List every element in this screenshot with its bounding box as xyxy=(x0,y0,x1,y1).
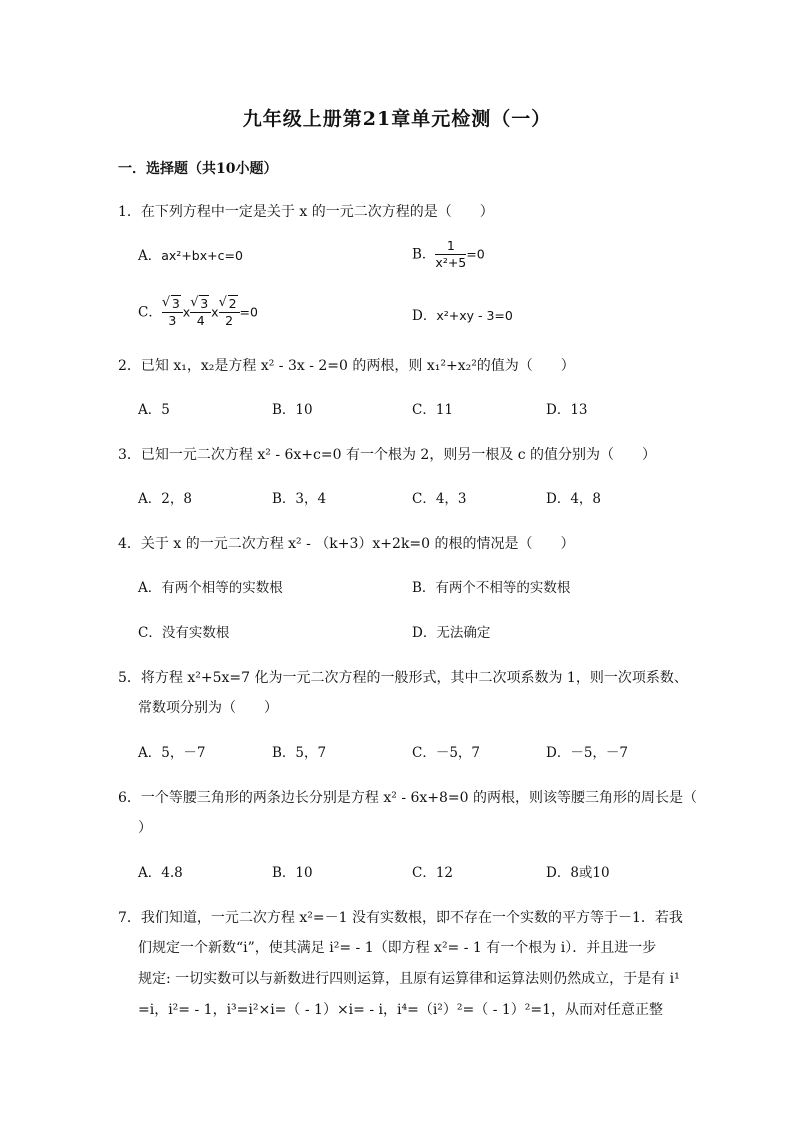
variable: x xyxy=(211,304,219,320)
question-3-stem: 3．已知一元二次方程 x² - 6x+c=0 有一个根为 2，则另一根及 c 的值分别为（ ） xyxy=(118,447,657,463)
option-label: B． xyxy=(412,246,436,263)
q3-option-a: A．2，8 xyxy=(138,491,192,507)
question-6-stem-line2: ） xyxy=(138,820,152,836)
q1-option-a xyxy=(138,246,243,266)
sqrt-sign xyxy=(221,296,238,312)
section-heading: 一．选择题（共10小题） xyxy=(118,161,278,177)
radicand: 3 xyxy=(171,296,180,311)
option-expression: x²+xy - 3=0 xyxy=(436,308,513,323)
question-7-line2: 们规定一个新数“i”，使其满足 i²= - 1（即方程 x²= - 1 有一个根为 i）．并且进一步 xyxy=(138,940,657,956)
fraction xyxy=(190,296,211,329)
fraction xyxy=(219,296,240,329)
fraction-numerator xyxy=(219,296,240,313)
q2-option-a: A．5 xyxy=(138,402,170,418)
q5-option-d: D．－5，－7 xyxy=(546,745,629,761)
fraction-numerator xyxy=(190,296,211,313)
question-5-stem-line2: 常数项分别为（ ） xyxy=(138,700,278,716)
q6-option-b: B．10 xyxy=(272,865,313,881)
question-6-stem-line1: 6．一个等腰三角形的两条边长分别是方程 x² - 6x+8=0 的两根，则该等腰三角形的周长是（ xyxy=(118,790,698,806)
q6-option-a: A．4.8 xyxy=(138,865,183,881)
q6-option-c: C．12 xyxy=(412,865,454,881)
q2-option-d: D．13 xyxy=(546,402,588,418)
q3-option-b: B．3，4 xyxy=(272,491,327,507)
fraction xyxy=(435,238,466,271)
q2-option-b: B．10 xyxy=(272,402,313,418)
q4-option-a: A．有两个相等的实数根 xyxy=(138,580,283,596)
variable: x xyxy=(182,304,191,320)
q1-option-c xyxy=(138,296,258,329)
fraction-denominator: x²+5 xyxy=(435,255,467,270)
q1-option-b xyxy=(412,238,485,271)
q3-option-c: C．4，3 xyxy=(412,491,467,507)
option-label: A． xyxy=(138,248,162,264)
option-expression: ax²+bx+c=0 xyxy=(161,248,243,263)
q5-option-b: B．5，7 xyxy=(272,745,327,761)
radicand: 2 xyxy=(228,296,237,311)
question-7-line1: 7．我们知道，一元二次方程 x²=－1 没有实数根，即不存在一个实数的平方等于－1．若我 xyxy=(118,910,683,926)
question-1-stem: 1．在下列方程中一定是关于 x 的一元二次方程的是（ ） xyxy=(118,204,494,220)
sqrt-sign xyxy=(192,296,209,312)
fraction-denominator: 3 xyxy=(168,313,177,328)
q3-option-d: D．4，8 xyxy=(546,491,602,507)
radicand: 3 xyxy=(200,296,209,311)
fraction-numerator: 1 xyxy=(435,238,466,255)
question-7-line3: 规定: 一切实数可以与新数进行四则运算，且原有运算律和运算法则仍然成立，于是有 i¹ xyxy=(138,971,680,987)
q1-option-d xyxy=(412,306,513,326)
q5-option-a: A．5，－7 xyxy=(138,745,206,761)
fraction-denominator: 2 xyxy=(225,313,234,328)
option-label: C． xyxy=(138,304,162,321)
fraction-denominator: 4 xyxy=(196,313,205,328)
option-label: D． xyxy=(412,308,437,324)
q6-option-d: D．8或10 xyxy=(546,865,610,881)
q4-option-d: D．无法确定 xyxy=(412,625,491,641)
question-5-stem-line1: 5．将方程 x²+5x=7 化为一元二次方程的一般形式，其中二次项系数为 1，则一次项系数、 xyxy=(118,670,688,686)
page-title: 九年级上册第21章单元检测（一） xyxy=(242,108,552,130)
q4-option-b: B．有两个不相等的实数根 xyxy=(412,580,571,596)
option-expression: =0 xyxy=(239,304,258,320)
option-expression: =0 xyxy=(466,246,485,262)
sqrt-sign xyxy=(164,296,181,312)
q2-option-c: C．11 xyxy=(412,402,454,418)
q4-option-c: C．没有实数根 xyxy=(138,625,230,641)
question-7-line4: =i，i²= - 1，i³=i²×i=（ - 1）×i= - i，i⁴=（i²）²=（ - 1）²=1，从而对任意正整 xyxy=(138,1002,664,1018)
fraction xyxy=(162,296,183,329)
question-2-stem: 2．已知 x₁，x₂是方程 x² - 3x - 2=0 的两根，则 x₁²+x₂²的值为（ ） xyxy=(118,358,575,374)
question-4-stem: 4．关于 x 的一元二次方程 x² - （k+3）x+2k=0 的根的情况是（ ） xyxy=(118,536,575,552)
q5-option-c: C．－5，7 xyxy=(412,745,481,761)
fraction-numerator xyxy=(162,296,183,313)
